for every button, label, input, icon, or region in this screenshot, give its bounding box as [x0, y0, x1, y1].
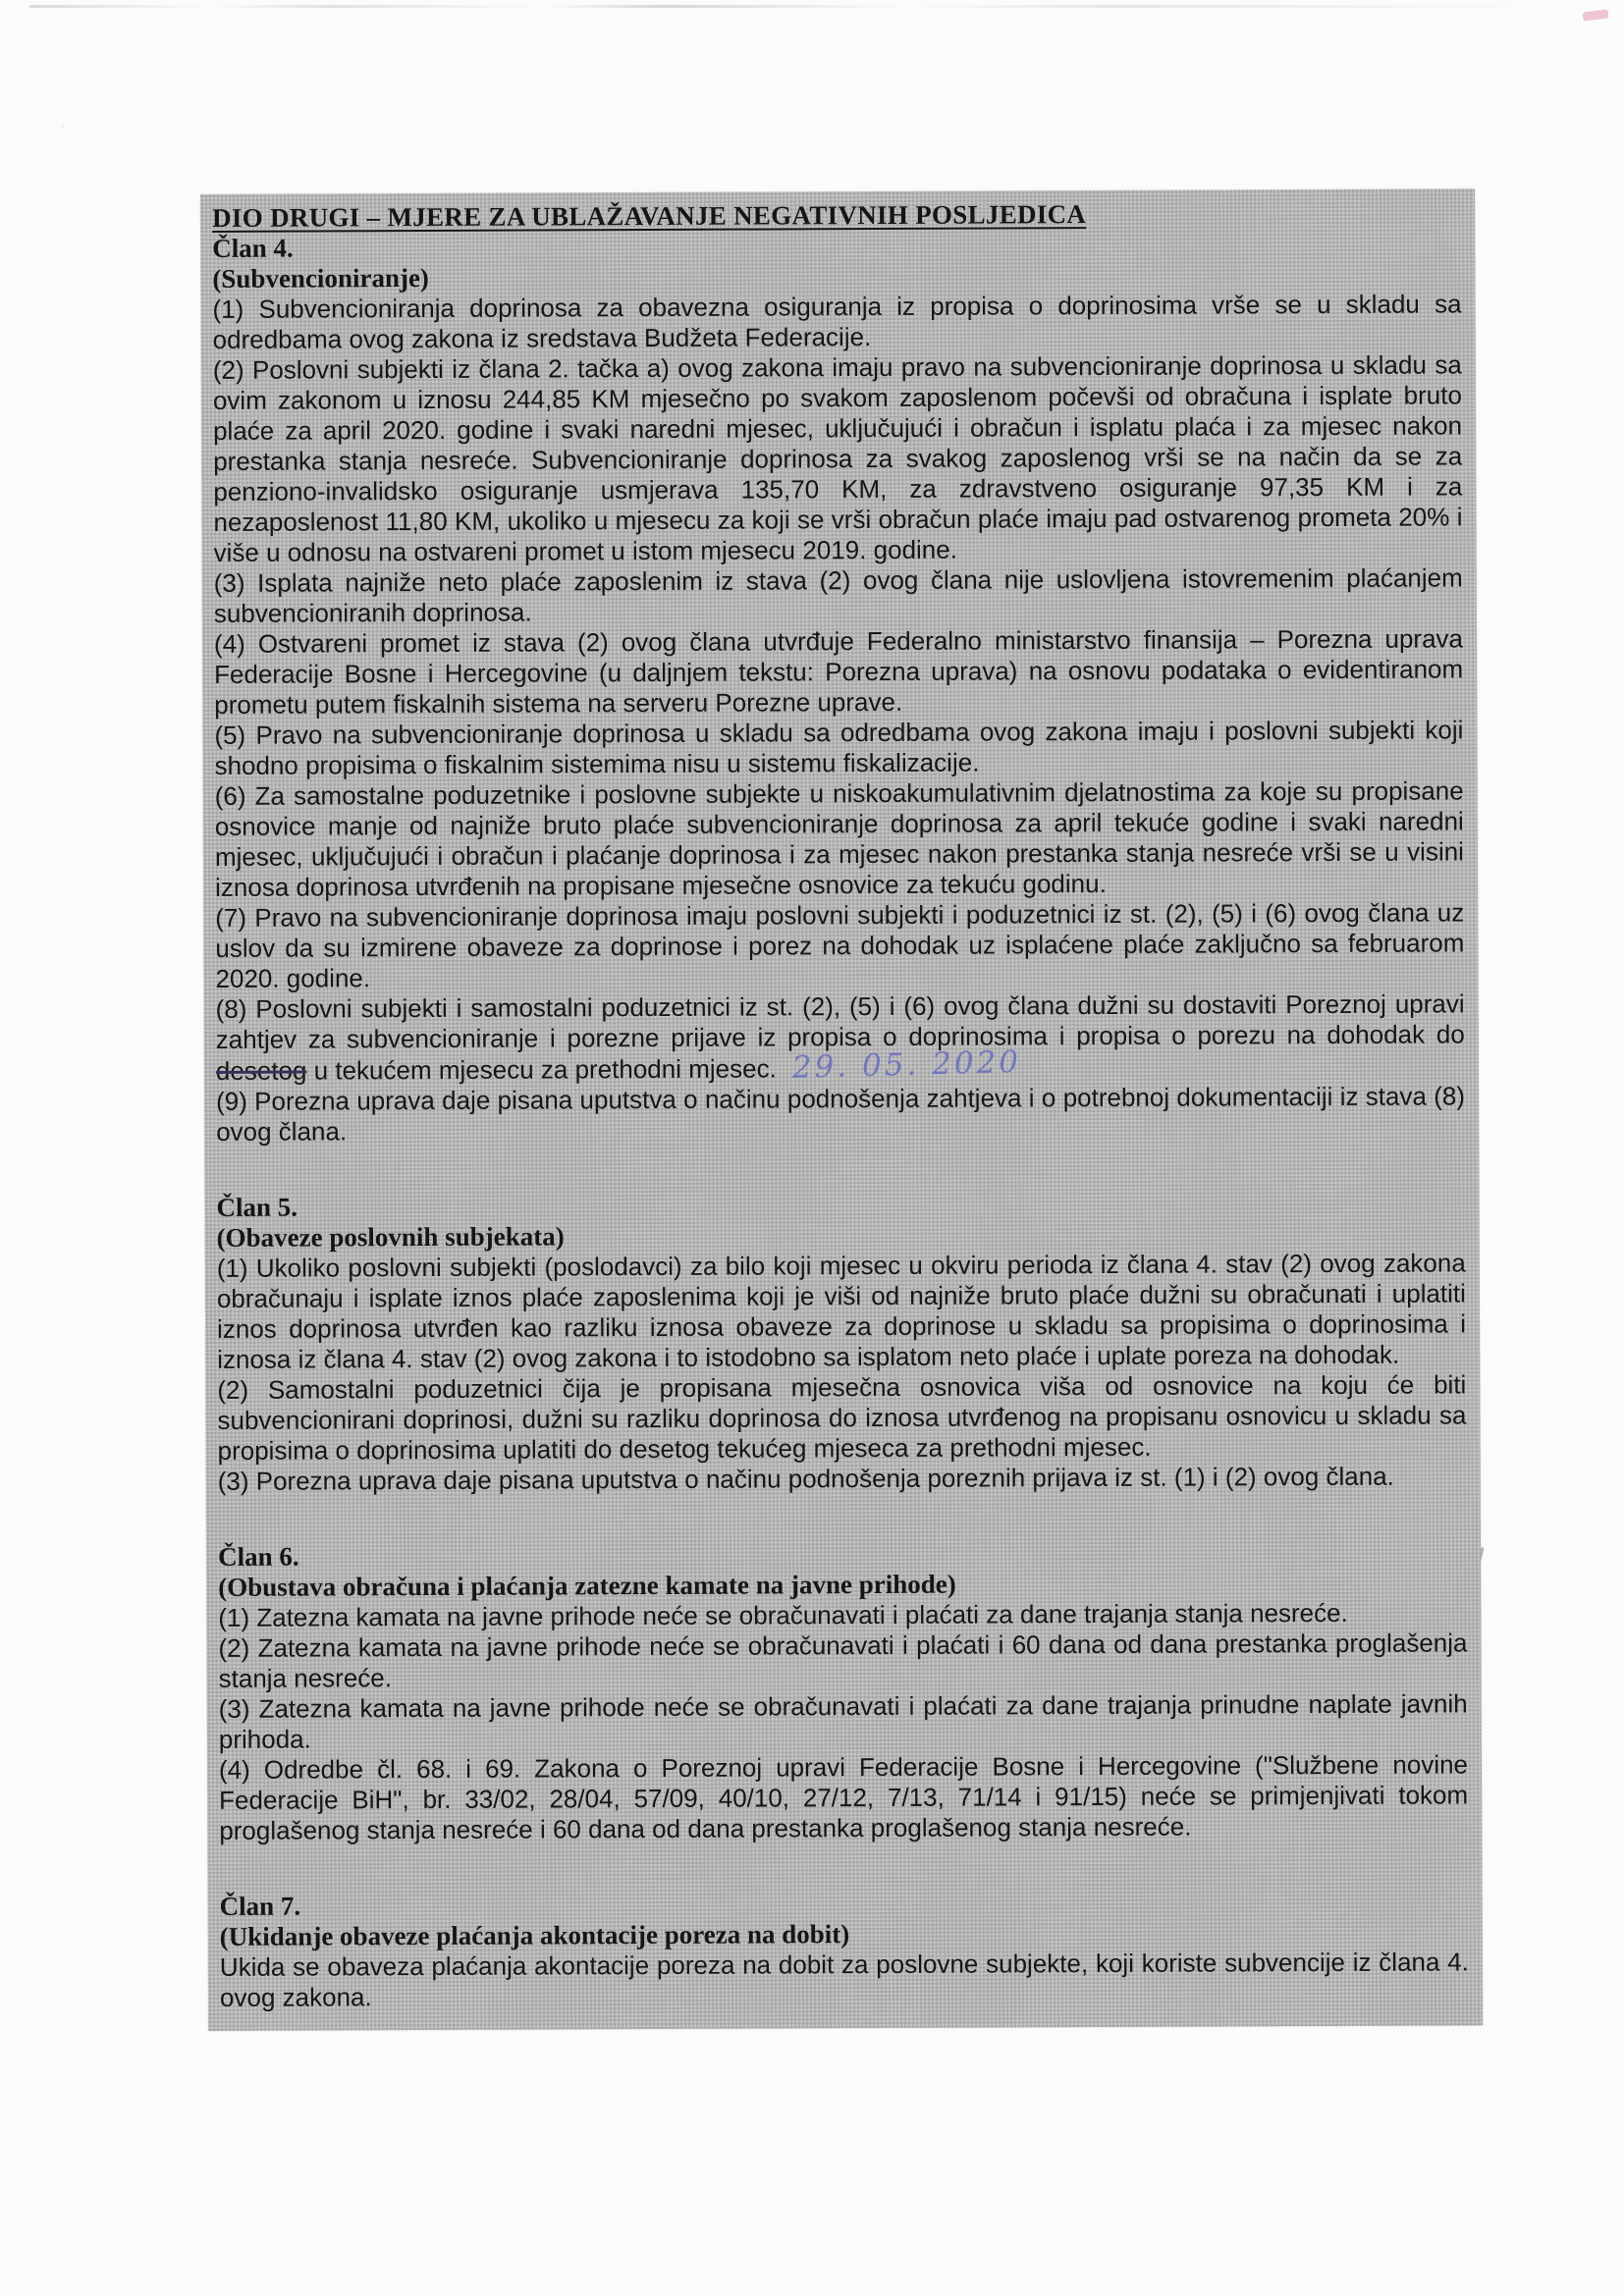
- section-gap: [216, 1142, 1465, 1193]
- paragraph-8-text-before: (8) Poslovni subjekti i samostalni poduzetnici iz st. (2), (5) i (6) ovog člana dužni su dostaviti Poreznoj upravi zahtjev za subvencioniranje i porezne prijave iz propisa o doprinosima i propisa o porezu na dohodak do: [215, 988, 1465, 1054]
- article-6-paragraph-1: (1) Zatezna kamata na javne prihode neće se obračunavati i plaćati za dane trajanja stanja nesreće.: [218, 1597, 1348, 1632]
- article-7-body: Ukida se obaveza plaćanja akontacije poreza na dobit za poslovne subjekte, koji koriste subvencije iz člana 4. ovog zakona.: [219, 1947, 1469, 2012]
- article-6-heading: Član 6.: [217, 1541, 299, 1572]
- article-4-paragraph-3: (3) Isplata najniže neto plaće zaposlenim iz stava (2) ovog člana nije uslovljena istovremenim plaćanjem subvencioniranih doprinosa.: [213, 562, 1463, 628]
- article-6-paragraph-2: (2) Zatezna kamata na javne prihode neće se obračunavati i plaćati i 60 dana od dana prestanka proglašenja stanja nesreće.: [218, 1628, 1468, 1693]
- article-4-paragraph-6: (6) Za samostalne poduzetnike i poslovne subjekte u niskoakumulativnim djelatnostima za koje su propisane osnovice manje od najniže bruto plaće subvencioniranje doprinosa za april tekuće godine i svaki naredni mjesec, uključujući i obračun i plaćanje doprinosa i za mjesec nakon prestanka stanja nesreće vrši se u visini iznosa doprinosa utvrđenih na propisane mjesečne osnovice za tekuću godinu.: [214, 775, 1464, 902]
- article-5-paragraph-2: (2) Samostalni poduzetnici čija je propisana mjesečna osnovica viša od osnovice na koju će biti subvencionirani doprinosi, dužni su razliku doprinosa do iznosa utvrđenog na propisanu osnovicu u skladu sa propisima o doprinosima uplatiti do desetog tekućeg mjeseca za prethodni mjesec.: [217, 1369, 1467, 1466]
- document-title: DIO DRUGI – MJERE ZA UBLAŽAVANJE NEGATIVNIH POSLJEDICA: [212, 199, 1087, 233]
- photocopied-text-block: [200, 188, 1483, 2031]
- struck-word: desetog: [215, 1055, 307, 1086]
- section-gap: [219, 1841, 1468, 1892]
- article-4-subtitle: (Subvencioniranje): [212, 262, 429, 294]
- handwritten-date-annotation: 29. 05. 2020: [791, 1043, 1022, 1086]
- article-4-heading: Član 4.: [212, 233, 294, 263]
- section-gap: [218, 1491, 1467, 1542]
- article-4-paragraph-5: (5) Pravo na subvencioniranje doprinosa u skladu sa odredbama ovog zakona imaju i poslovni subjekti koji shodno propisima o fiskalnim sistemima nisu u sistemu fiskalizacije.: [214, 715, 1464, 780]
- article-5-paragraph-3: (3) Porezna uprava daje pisana uputstva o načinu podnošenja poreznih prijava iz st. (1) i (2) ovog člana.: [217, 1461, 1394, 1496]
- article-5-paragraph-1: (1) Ukoliko poslovni subjekti (poslodavci) za bilo koji mjesec u okviru perioda iz člana 4. stav (2) ovog zakona obračunaju i isplate iznos plaće zaposlenima koji je viši od najniže bruto plaće dužni su obračunati i uplatiti iznos doprinosa utvrđen kao razliku iznosa obaveze za doprinose u skladu sa propisima o doprinosima i iznosa iz člana 4. stav (2) ovog zakona i to istodobno sa isplatom neto plaće i uplate poreza na dohodak.: [216, 1248, 1467, 1374]
- article-5-heading: Član 5.: [216, 1192, 298, 1222]
- article-4-paragraph-8: [216, 988, 1465, 1087]
- paragraph-8-text-after: u tekućem mjesecu za prethodni mjesec.: [306, 1053, 777, 1086]
- pink-ink-smudge: [1583, 9, 1609, 21]
- faint-scan-mark: ·: [61, 118, 70, 133]
- article-7-subtitle: (Ukidanje obaveze plaćanja akontacije poreza na dobit): [219, 1919, 850, 1951]
- article-4-paragraph-1: (1) Subvencioniranja doprinosa za obavezna osiguranja iz propisa o doprinosima vrše se u skladu sa odredbama ovog zakona iz sredstava Budžeta Federacije.: [212, 289, 1462, 354]
- scan-streak-artifact: [29, 5, 1542, 8]
- article-6-subtitle: (Obustava obračuna i plaćanja zatezne kamate na javne prihode): [218, 1569, 956, 1602]
- article-4-paragraph-2: (2) Poslovni subjekti iz člana 2. tačka a) ovog zakona imaju pravo na subvencioniranje doprinosa u skladu sa ovim zakonom u iznosu 244,85 KM mjesečno po svakom zaposlenom počevši od obračuna i isplate bruto plaće za april 2020. godine i svaki naredni mjesec, uključujući i obračun i isplatu plaća i za mjesec nakon prestanka stanja nesreće. Subvencioniranje doprinosa za svakog zaposlenog vrši se na način da se za penziono-invalidsko osiguranje usmjerava 135,70 KM, za zdravstveno osiguranje 97,35 KM i za nezaposlenost 11,80 KM, ukoliko u mjesecu za koji se vrši obračun plaće imaju pad ostvarenog prometa 20% i više u odnosu na ostvareni promet u istom mjesecu 2019. godine.: [212, 349, 1463, 567]
- article-6-paragraph-3: (3) Zatezna kamata na javne prihode neće se obračunavati i plaćati za dane trajanja prinudne naplate javnih prihoda.: [218, 1688, 1468, 1754]
- article-5-subtitle: (Obaveze poslovnih subjekata): [216, 1221, 565, 1253]
- article-4-paragraph-7: (7) Pravo na subvencioniranje doprinosa imaju poslovni subjekti i poduzetnici iz st. (2), (5) i (6) ovog člana uz uslov da su izmirene obaveze za doprinose i porez na dohodak uz isplaćene plaće zaključno sa februarom 2020. godine.: [215, 897, 1465, 993]
- article-4-paragraph-4: (4) Ostvareni promet iz stava (2) ovog člana utvrđuje Federalno ministarstvo finansija – Porezna uprava Federacije Bosne i Hercegovine (u daljnjem tekstu: Porezna uprava) na osnovu podataka o evidentiranom prometu putem fiskalnih sistema na serveru Porezne uprave.: [213, 623, 1464, 720]
- article-4-paragraph-9: (9) Porezna uprava daje pisana uputstva o načinu podnošenja zahtjeva i o potrebnoj dokumentaciji iz stava (8) ovog člana.: [215, 1081, 1466, 1147]
- article-6-paragraph-4: (4) Odredbe čl. 68. i 69. Zakona o Poreznoj upravi Federacije Bosne i Hercegovine ("Službene novine Federacije BiH", br. 33/02, 28/04, 57/09, 40/10, 27/12, 7/13, 71/14 i 91/15) neće se primjenjivati tokom proglašenog stanja nesreće i 60 dana od dana prestanka proglašenog stanja nesreće.: [218, 1749, 1469, 1845]
- article-7-heading: Član 7.: [219, 1891, 301, 1921]
